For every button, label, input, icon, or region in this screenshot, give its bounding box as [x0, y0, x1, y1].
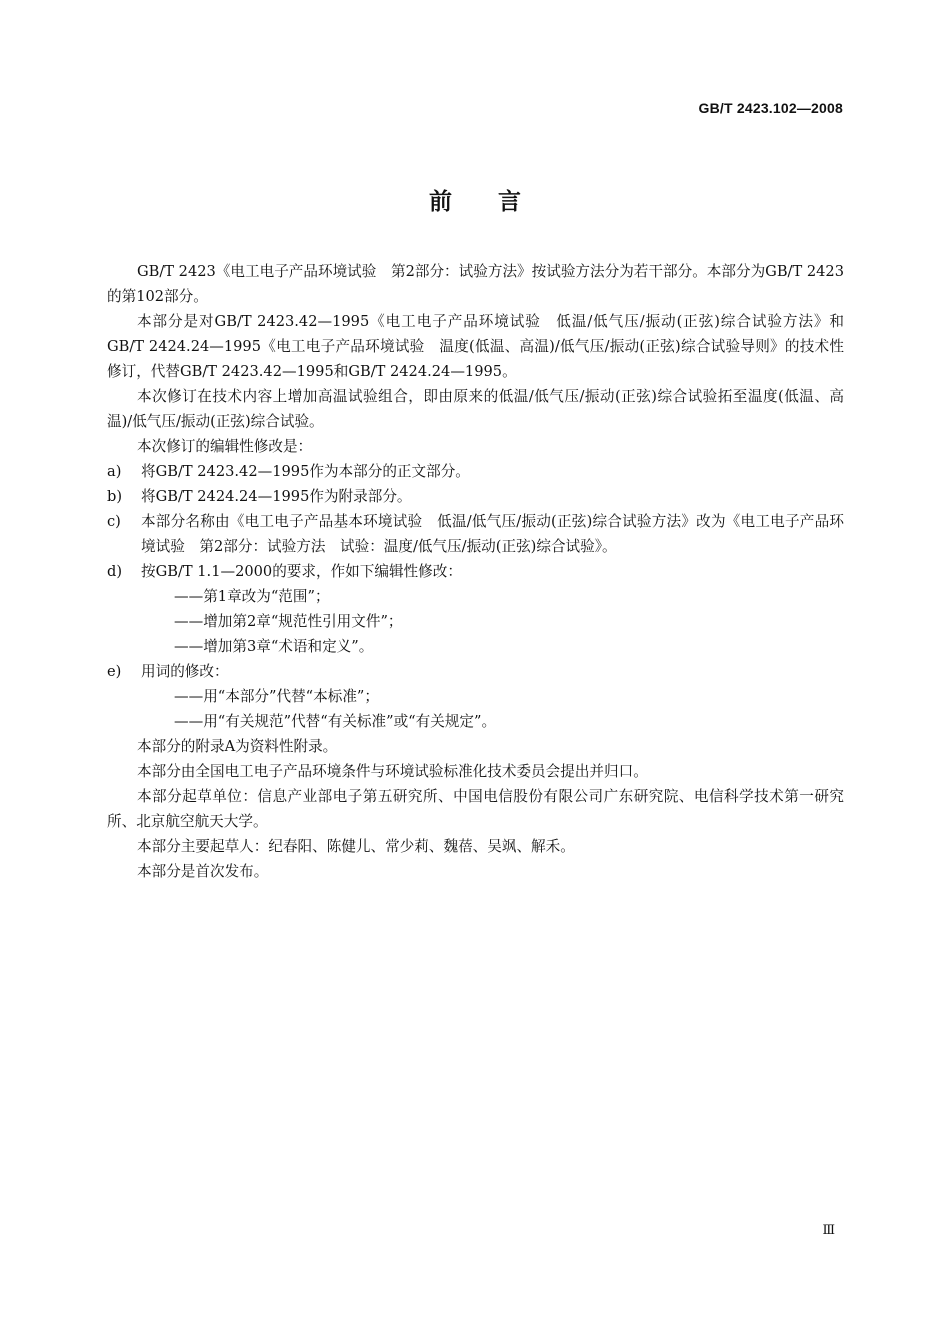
list-item-text: 将GB/T 2424.24—1995作为附录部分。	[141, 488, 412, 505]
list-item-text: 本部分名称由《电工电子产品基本环境试验 低温/低气压/振动(正弦)综合试验方法》改为《电工电子产品环境试验 第2部分：试验方法 试验：温度/低气压/振动(正弦)综合试验》。	[141, 513, 844, 555]
list-item-label: e)	[107, 663, 122, 680]
paragraph: 本部分由全国电工电子产品环境条件与环境试验标准化技术委员会提出并归口。	[137, 763, 648, 780]
list-item-label: b)	[107, 488, 123, 505]
standard-code: GB/T 2423.102—2008	[698, 100, 843, 116]
list-item-label: d)	[107, 563, 123, 580]
paragraph: 本部分的附录A为资料性附录。	[137, 738, 338, 755]
list-item	[107, 659, 844, 684]
list-item-text: 将GB/T 2423.42—1995作为本部分的正文部分。	[141, 463, 470, 480]
paragraph: 本次修订的编辑性修改是：	[137, 438, 313, 455]
paragraph: 本部分是首次发布。	[137, 863, 269, 880]
list-item-label: a)	[107, 463, 122, 480]
list-item-label: c)	[107, 513, 121, 530]
page-number: Ⅲ	[822, 1223, 835, 1238]
list-item	[107, 559, 844, 584]
dash-item: ——增加第3章“术语和定义”。	[174, 638, 374, 655]
dash-item: ——第1章改为“范围”；	[174, 588, 330, 605]
list-item	[107, 459, 844, 484]
paragraph: GB/T 2423《电工电子产品环境试验 第2部分：试验方法》按试验方法分为若干部分。本部分为GB/T 2423的第102部分。	[107, 263, 844, 305]
list-item	[107, 509, 844, 559]
foreword-body	[107, 259, 844, 884]
paragraph: 本次修订在技术内容上增加高温试验组合，即由原来的低温/低气压/振动(正弦)综合试验拓至温度(低温、高温)/低气压/振动(正弦)综合试验。	[107, 388, 844, 430]
page-title: 前 言	[429, 189, 521, 215]
dash-item: ——用“有关规范”代替“有关标准”或“有关规定”。	[174, 713, 497, 730]
list-item	[107, 484, 844, 509]
paragraph: 本部分起草单位：信息产业部电子第五研究所、中国电信股份有限公司广东研究院、电信科学技术第一研究所、北京航空航天大学。	[107, 788, 844, 830]
dash-item: ——增加第2章“规范性引用文件”；	[174, 613, 403, 630]
list-item-text: 按GB/T 1.1—2000的要求，作如下编辑性修改：	[141, 563, 462, 580]
list-item-text: 用词的修改：	[141, 663, 229, 680]
paragraph: 本部分主要起草人：纪春阳、陈健儿、常少莉、魏蓓、吴飒、解禾。	[137, 838, 575, 855]
dash-item: ——用“本部分”代替“本标准”；	[174, 688, 379, 705]
paragraph: 本部分是对GB/T 2423.42—1995《电工电子产品环境试验 低温/低气压/振动(正弦)综合试验方法》和GB/T 2424.24—1995《电工电子产品环境试验 温度(低温、高温)/低气压/振动(正弦)综合试验导则》的技术性修订，代替GB/T 2423.42—1995和GB/T 2424.24—1995。	[107, 313, 844, 380]
